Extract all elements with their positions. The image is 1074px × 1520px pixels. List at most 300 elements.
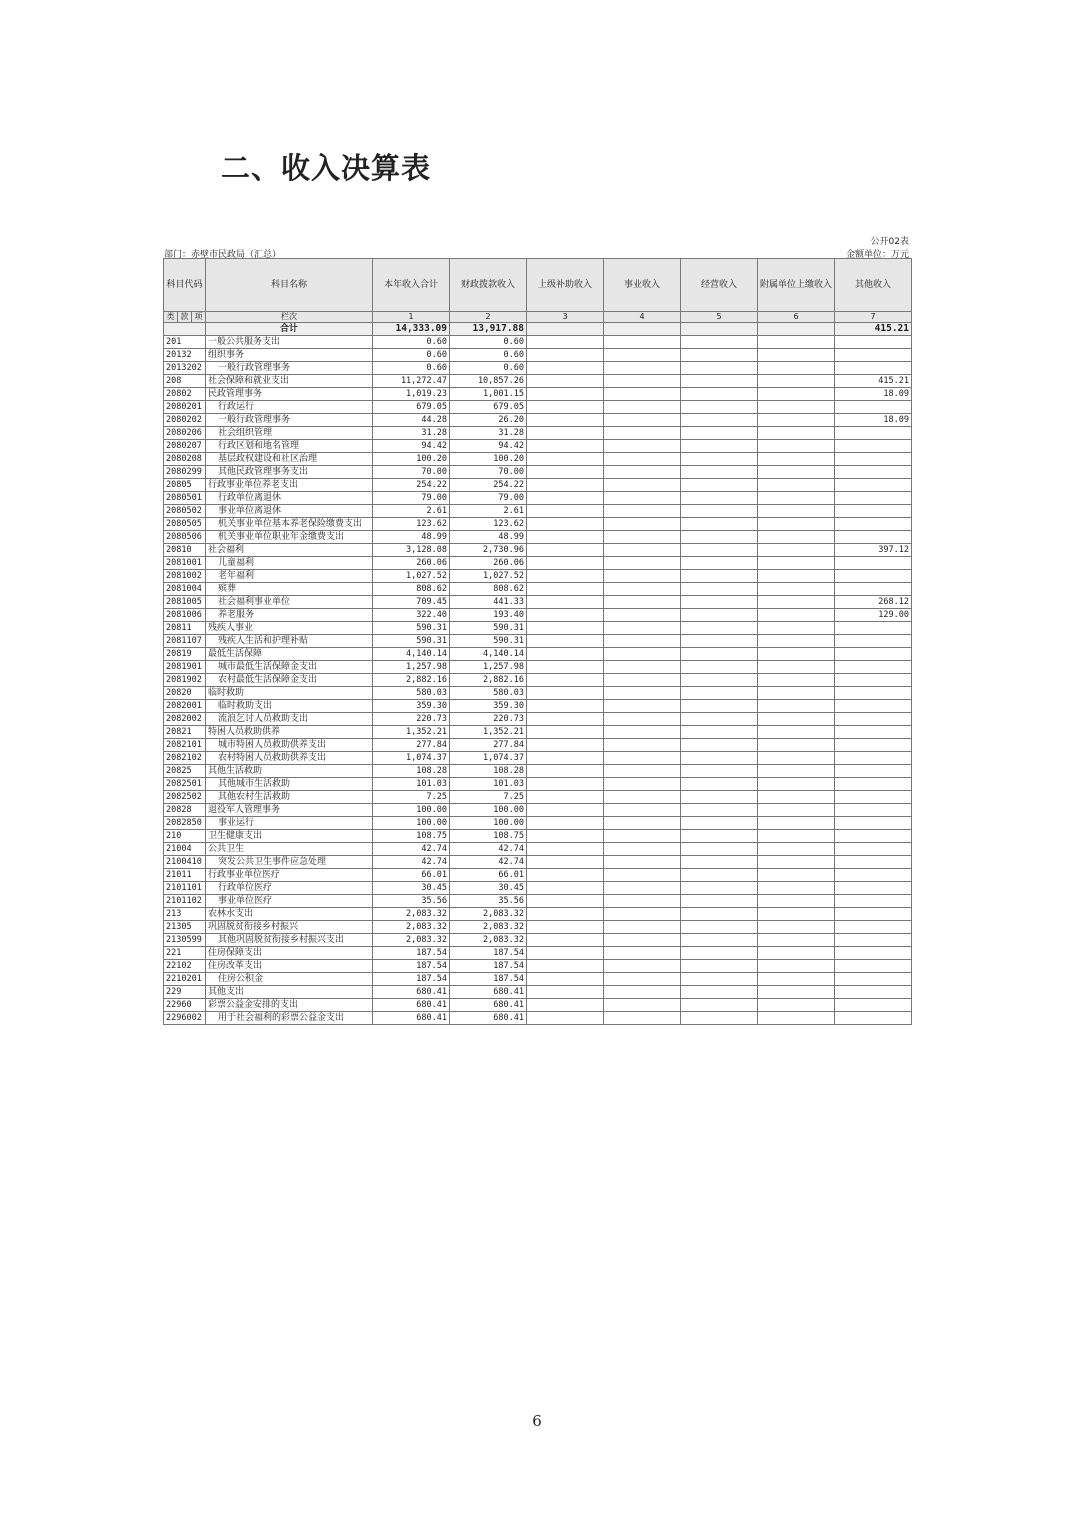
subject-name: 农林水支出 [206,908,373,921]
subject-code: 20825 [164,765,206,778]
amount-cell [758,583,835,596]
subject-code: 208 [164,375,206,388]
amount-cell [681,648,758,661]
amount-cell [604,908,681,921]
table-row [164,674,912,687]
total-value [758,323,835,336]
amount-cell [527,713,604,726]
amount-cell: 680.41 [450,1012,527,1025]
subject-code: 21011 [164,869,206,882]
subject-name: 机关事业单位职业年金缴费支出 [206,531,373,544]
total-label: 合计 [206,323,373,336]
amount-cell [835,518,912,531]
subject-code: 2082101 [164,739,206,752]
amount-cell [835,843,912,856]
amount-cell [604,596,681,609]
amount-cell [604,830,681,843]
amount-cell [758,505,835,518]
amount-cell [527,700,604,713]
subject-name: 事业单位离退休 [206,505,373,518]
amount-cell: 4,140.14 [450,648,527,661]
amount-cell [835,700,912,713]
level-number: 7 [835,312,912,323]
header-col: 财政拨款收入 [450,259,527,312]
amount-cell: 679.05 [373,401,450,414]
subject-code: 2081004 [164,583,206,596]
amount-cell: 26.20 [450,414,527,427]
amount-cell: 1,074.37 [373,752,450,765]
subject-name: 流浪乞讨人员救助支出 [206,713,373,726]
amount-cell [835,752,912,765]
amount-cell [758,648,835,661]
table-row [164,713,912,726]
subject-name: 城市最低生活保障金支出 [206,661,373,674]
amount-cell [681,609,758,622]
total-row [164,323,912,336]
subject-code: 2101102 [164,895,206,908]
amount-cell [835,1012,912,1025]
amount-cell [758,336,835,349]
header-code: 科目代码 [164,259,206,312]
amount-cell [835,986,912,999]
amount-cell [527,492,604,505]
amount-cell [758,596,835,609]
subject-name: 行政事业单位养老支出 [206,479,373,492]
amount-cell [527,908,604,921]
amount-cell [681,726,758,739]
subject-code: 20132 [164,349,206,362]
amount-cell: 66.01 [373,869,450,882]
subject-code: 2080202 [164,414,206,427]
subject-name: 社会福利 [206,544,373,557]
amount-cell: 70.00 [373,466,450,479]
amount-cell [758,778,835,791]
amount-cell: 42.74 [450,856,527,869]
amount-cell [681,960,758,973]
unit-label: 金额单位：万元 [845,250,909,260]
amount-cell [758,999,835,1012]
header-col: 经营收入 [681,259,758,312]
subject-code: 2080206 [164,427,206,440]
amount-cell [604,648,681,661]
table-row [164,531,912,544]
amount-cell [758,856,835,869]
amount-cell [835,505,912,518]
amount-cell [835,635,912,648]
level-number: 6 [758,312,835,323]
amount-cell: 260.06 [450,557,527,570]
amount-cell [835,336,912,349]
table-row [164,739,912,752]
header-col: 上级补助收入 [527,259,604,312]
amount-cell: 193.40 [450,609,527,622]
table-row [164,544,912,557]
amount-cell: 79.00 [450,492,527,505]
amount-cell [758,973,835,986]
amount-cell [604,622,681,635]
amount-cell [527,1012,604,1025]
amount-cell [527,596,604,609]
table-row [164,414,912,427]
amount-cell [681,401,758,414]
amount-cell [681,895,758,908]
table-row [164,518,912,531]
amount-cell [604,427,681,440]
amount-cell [681,375,758,388]
amount-cell [604,791,681,804]
amount-cell [681,505,758,518]
subject-code: 20828 [164,804,206,817]
amount-cell: 322.40 [373,609,450,622]
amount-cell [527,583,604,596]
table-row [164,843,912,856]
amount-cell [835,817,912,830]
amount-cell: 590.31 [373,635,450,648]
subject-name: 其他生活救助 [206,765,373,778]
amount-cell [604,856,681,869]
amount-cell [604,544,681,557]
subject-name: 残疾人生活和护理补贴 [206,635,373,648]
amount-cell: 100.00 [373,804,450,817]
amount-cell: 2,882.16 [450,674,527,687]
amount-cell: 2.61 [373,505,450,518]
amount-cell [835,960,912,973]
subject-name: 临时救助 [206,687,373,700]
amount-cell: 100.00 [373,817,450,830]
amount-cell: 30.45 [373,882,450,895]
header-row [164,259,912,312]
amount-cell: 415.21 [835,375,912,388]
subject-name: 最低生活保障 [206,648,373,661]
amount-cell: 680.41 [373,1012,450,1025]
amount-cell: 108.75 [450,830,527,843]
amount-cell [681,596,758,609]
amount-cell: 1,019.23 [373,388,450,401]
amount-cell [604,869,681,882]
amount-cell [835,427,912,440]
amount-cell [604,661,681,674]
table-row [164,687,912,700]
table-row [164,466,912,479]
amount-cell [835,466,912,479]
amount-cell [758,830,835,843]
subject-code: 20805 [164,479,206,492]
amount-cell [681,934,758,947]
amount-cell [604,674,681,687]
amount-cell [681,635,758,648]
amount-cell [604,401,681,414]
amount-cell: 48.99 [450,531,527,544]
subject-name: 行政单位离退休 [206,492,373,505]
amount-cell [527,388,604,401]
level-number: 3 [527,312,604,323]
amount-cell: 441.33 [450,596,527,609]
amount-cell [758,479,835,492]
subject-name: 基层政权建设和社区治理 [206,453,373,466]
amount-cell [681,466,758,479]
table-row [164,752,912,765]
subject-name: 社会保障和就业支出 [206,375,373,388]
subject-name: 城市特困人员救助供养支出 [206,739,373,752]
amount-cell [527,960,604,973]
amount-cell: 100.00 [450,817,527,830]
amount-cell [604,752,681,765]
table-row [164,973,912,986]
amount-cell [758,947,835,960]
subject-code: 2082002 [164,713,206,726]
amount-cell [604,492,681,505]
table-row [164,986,912,999]
subject-name: 其他民政管理事务支出 [206,466,373,479]
income-table [163,258,912,1025]
amount-cell: 187.54 [450,947,527,960]
amount-cell [835,440,912,453]
amount-cell [758,726,835,739]
amount-cell: 397.12 [835,544,912,557]
subject-name: 机关事业单位基本养老保险缴费支出 [206,518,373,531]
amount-cell [681,1012,758,1025]
table-row [164,570,912,583]
amount-cell: 42.74 [373,856,450,869]
amount-cell: 123.62 [450,518,527,531]
amount-cell [758,934,835,947]
amount-cell [604,362,681,375]
table-row [164,1012,912,1025]
amount-cell [604,843,681,856]
amount-cell: 709.45 [373,596,450,609]
amount-cell [604,635,681,648]
table-row [164,999,912,1012]
amount-cell [527,895,604,908]
amount-cell [758,908,835,921]
table-row [164,583,912,596]
table-row [164,817,912,830]
amount-cell [835,921,912,934]
amount-cell [604,453,681,466]
amount-cell [527,778,604,791]
amount-cell: 1,352.21 [373,726,450,739]
subject-name: 其他支出 [206,986,373,999]
amount-cell [758,466,835,479]
amount-cell [604,700,681,713]
subject-code: 2080208 [164,453,206,466]
amount-cell: 1,074.37 [450,752,527,765]
amount-cell [835,453,912,466]
subject-name: 公共卫生 [206,843,373,856]
amount-cell: 0.60 [373,349,450,362]
subject-code: 2296002 [164,1012,206,1025]
amount-cell: 108.75 [373,830,450,843]
amount-cell: 0.60 [373,336,450,349]
amount-cell [604,778,681,791]
level-number: 5 [681,312,758,323]
subject-name: 住房保障支出 [206,947,373,960]
amount-cell [527,518,604,531]
amount-cell: 277.84 [373,739,450,752]
total-value [527,323,604,336]
subject-name: 行政区划和地名管理 [206,440,373,453]
amount-cell [758,401,835,414]
amount-cell [835,557,912,570]
table-row [164,830,912,843]
amount-cell: 10,857.26 [450,375,527,388]
amount-cell: 66.01 [450,869,527,882]
subject-code: 210 [164,830,206,843]
amount-cell [681,713,758,726]
table-row [164,388,912,401]
subject-name: 其他巩固脱贫衔接乡村振兴支出 [206,934,373,947]
table-row [164,856,912,869]
amount-cell [527,765,604,778]
amount-cell [604,505,681,518]
subject-name: 农村最低生活保障金支出 [206,674,373,687]
subject-name: 事业单位医疗 [206,895,373,908]
amount-cell: 4,140.14 [373,648,450,661]
amount-cell: 2,882.16 [373,674,450,687]
amount-cell: 31.28 [373,427,450,440]
amount-cell [835,661,912,674]
amount-cell: 1,027.52 [373,570,450,583]
amount-cell [758,557,835,570]
header-col: 附属单位上缴收入 [758,259,835,312]
amount-cell [681,336,758,349]
amount-cell: 220.73 [450,713,527,726]
total-value: 13,917.88 [450,323,527,336]
amount-cell [835,687,912,700]
subject-code: 21305 [164,921,206,934]
subject-code: 2080201 [164,401,206,414]
amount-cell [681,570,758,583]
amount-cell [758,635,835,648]
amount-cell [758,843,835,856]
table-row [164,934,912,947]
subject-name: 退役军人管理事务 [206,804,373,817]
amount-cell [604,986,681,999]
amount-cell [835,739,912,752]
amount-cell [758,895,835,908]
table-row [164,596,912,609]
header-kuan: 款 [178,312,192,323]
amount-cell: 2.61 [450,505,527,518]
amount-cell [681,349,758,362]
subject-code: 20821 [164,726,206,739]
amount-cell [835,856,912,869]
amount-cell [758,531,835,544]
subject-code: 2081901 [164,661,206,674]
amount-cell: 580.03 [373,687,450,700]
amount-cell [604,999,681,1012]
subject-code: 20810 [164,544,206,557]
amount-cell [527,986,604,999]
amount-cell: 79.00 [373,492,450,505]
amount-cell [527,622,604,635]
amount-cell [681,986,758,999]
subject-name: 其他城市生活救助 [206,778,373,791]
table-row [164,362,912,375]
table-row [164,960,912,973]
amount-cell [681,440,758,453]
amount-cell [527,466,604,479]
amount-cell [758,661,835,674]
subject-name: 巩固脱贫衔接乡村振兴 [206,921,373,934]
amount-cell [758,765,835,778]
amount-cell [758,349,835,362]
subject-code: 2081107 [164,635,206,648]
amount-cell [758,986,835,999]
table-row [164,557,912,570]
amount-cell [835,479,912,492]
amount-cell [681,388,758,401]
table-row [164,908,912,921]
table-body [164,323,912,1025]
amount-cell [758,453,835,466]
table-row [164,947,912,960]
amount-cell: 2,730.96 [450,544,527,557]
subject-name: 行政单位医疗 [206,882,373,895]
amount-cell: 108.28 [373,765,450,778]
amount-cell [681,700,758,713]
amount-cell [604,973,681,986]
amount-cell [681,453,758,466]
amount-cell [681,908,758,921]
subject-name: 住房公积金 [206,973,373,986]
table-row [164,609,912,622]
subject-code: 2101101 [164,882,206,895]
subject-code: 221 [164,947,206,960]
subject-name: 一般行政管理事务 [206,414,373,427]
amount-cell: 187.54 [373,960,450,973]
amount-cell [527,947,604,960]
amount-cell: 35.56 [373,895,450,908]
amount-cell: 2,083.32 [450,934,527,947]
amount-cell [527,921,604,934]
subject-name: 民政管理事务 [206,388,373,401]
amount-cell [527,362,604,375]
amount-cell: 0.60 [450,349,527,362]
amount-cell: 100.20 [373,453,450,466]
amount-cell [604,557,681,570]
amount-cell: 3,128.08 [373,544,450,557]
amount-cell: 100.20 [450,453,527,466]
amount-cell [527,804,604,817]
total-value: 415.21 [835,323,912,336]
subject-code: 201 [164,336,206,349]
amount-cell: 260.06 [373,557,450,570]
amount-cell [835,804,912,817]
subject-name: 社会福利事业单位 [206,596,373,609]
amount-cell [527,609,604,622]
table-row [164,921,912,934]
amount-cell [527,414,604,427]
amount-cell [758,570,835,583]
amount-cell [527,999,604,1012]
subject-code: 2100410 [164,856,206,869]
amount-cell: 187.54 [450,960,527,973]
amount-cell: 580.03 [450,687,527,700]
amount-cell [527,830,604,843]
amount-cell [604,1012,681,1025]
income-statement-sheet [163,234,911,1025]
amount-cell [681,973,758,986]
subject-code: 20811 [164,622,206,635]
amount-cell: 808.62 [373,583,450,596]
amount-cell: 679.05 [450,401,527,414]
subject-code: 2080207 [164,440,206,453]
amount-cell [681,622,758,635]
amount-cell: 94.42 [373,440,450,453]
amount-cell: 35.56 [450,895,527,908]
subject-name: 特困人员救助供养 [206,726,373,739]
